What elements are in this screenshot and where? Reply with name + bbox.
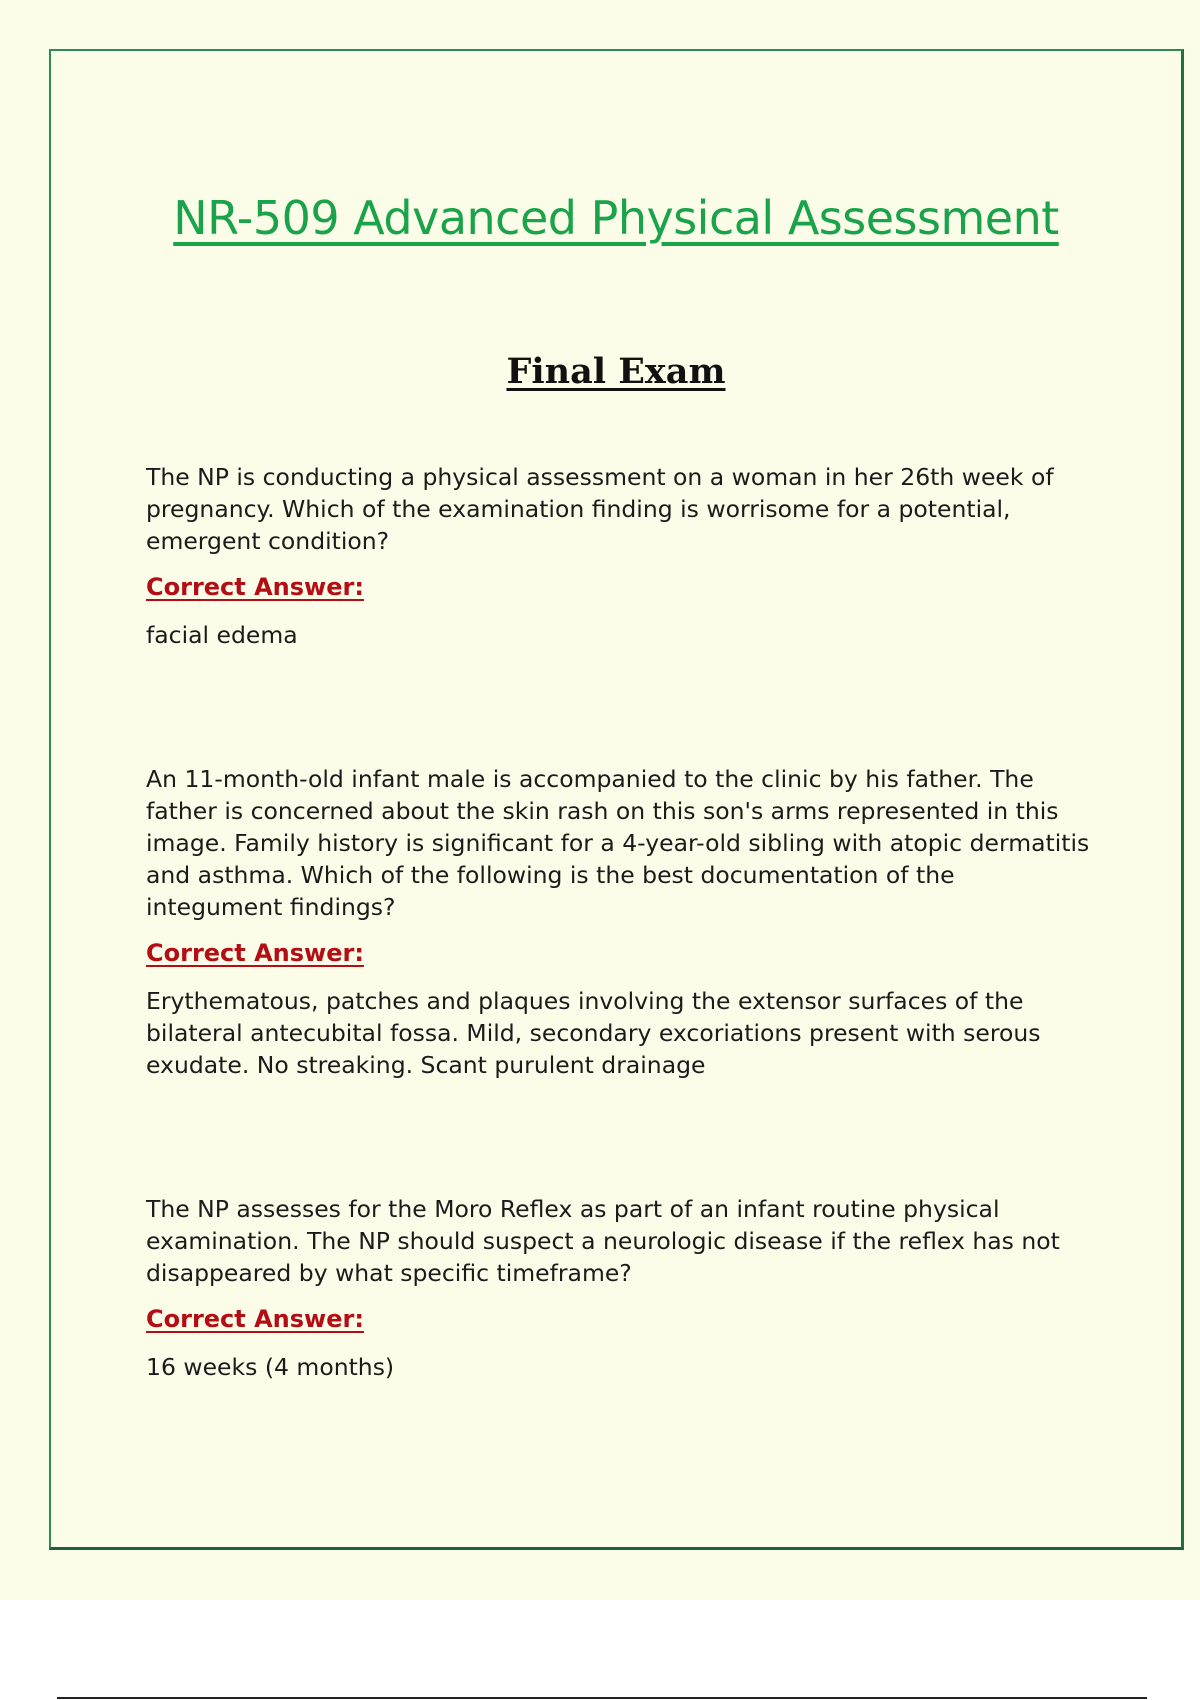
question-block-2: [146, 763, 1096, 1081]
question-text: An 11-month-old infant male is accompanied to the clinic by his father. The father is concerned about the skin rash on this son's arms represented in this image. Family history is significant for a 4-year-old sibling with atopic dermatitis and asthma. Which of the following is the best documentation of the integument findings?: [146, 765, 1090, 921]
question-text: The NP is conducting a physical assessment on a woman in her 26th week of pregnancy. Which of the examination finding is worrisome for a potential, emergent condition?: [146, 463, 1054, 555]
correct-answer-label: Correct Answer:: [146, 939, 364, 967]
question-text: The NP assesses for the Moro Reflex as part of an infant routine physical examination. The NP should suspect a neurologic disease if the reflex has not disappeared by what specific timeframe?: [146, 1195, 1060, 1287]
answer-text: 16 weeks (4 months): [146, 1353, 395, 1381]
correct-answer-label: Correct Answer:: [146, 573, 364, 601]
document-title: NR-509 Advanced Physical Assessment: [173, 191, 1059, 245]
document-subtitle: Final Exam: [506, 351, 726, 392]
correct-answer-label: Correct Answer:: [146, 1305, 364, 1333]
question-block-3: [146, 1193, 1096, 1383]
footer-divider: [57, 1697, 1147, 1699]
question-block-1: [146, 461, 1096, 651]
answer-text: facial edema: [146, 621, 298, 649]
answer-text: Erythematous, patches and plaques involving the extensor surfaces of the bilateral antecubital fossa. Mild, secondary excoriations present with serous exudate. No streaking. Scant purulent drainage: [146, 987, 1041, 1079]
